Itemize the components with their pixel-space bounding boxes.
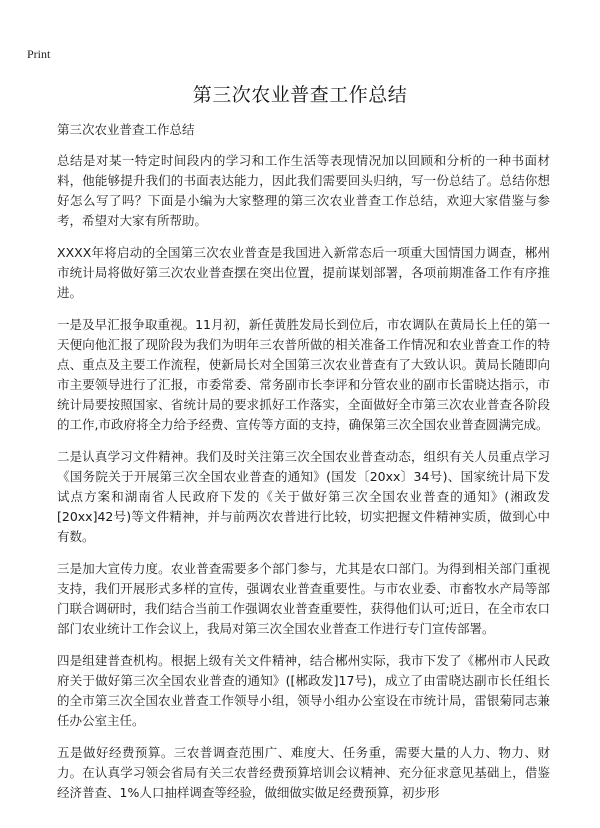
paragraph-point-five: 五是做好经费预算。三农普调查范围广、难度大、任务重，需要大量的人力、物力、财力。在认真学习领会省局有关三农普经费预算培训会议精神、充分征求意见基础上，借鉴经济普查、1%人口抽样调查等经验，做细做实做足经费预算，初步形 bbox=[57, 745, 550, 800]
print-link[interactable]: Print bbox=[27, 47, 51, 61]
document-subtitle: 第三次农业普查工作总结 bbox=[57, 122, 195, 137]
paragraph-intro: 总结是对某一特定时间段内的学习和工作生活等表现情况加以回顾和分析的一种书面材料，他能够提升我们的书面表达能力，因此我们需要回头归纳，写一份总结了。总结你想好怎么写了吗？下面是小编为大家整理的第三次农业普查工作总结，欢迎大家借鉴与参考，希望对大家有所帮助。 bbox=[57, 153, 550, 228]
paragraph-background: XXXX年将启动的全国第三次农业普查是我国进入新常态后一项重大国情国力调查，郴州市统计局将做好第三次农业普查摆在突出位置，提前谋划部署，各项前期准备工作有序推进。 bbox=[57, 245, 550, 300]
document-body bbox=[57, 121, 550, 815]
paragraph-point-two: 二是认真学习文件精神。我们及时关注第三次全国农业普查动态，组织有关人员重点学习《国务院关于开展第三次全国农业普查的通知》(国发〔20xx〕34号)、国家统计局下发试点方案和湖南省人民政府下发的《关于做好第三次全国农业普查的通知》(湘政发[20xx]42号)等文件精神，并与前两次农普进行比较，切实把握文件精神实质，做到心中有数。 bbox=[57, 449, 550, 544]
document-title: 第三次农业普查工作总结 bbox=[192, 84, 408, 106]
paragraph-point-four: 四是组建普查机构。根据上级有关文件精神，结合郴州实际，我市下发了《郴州市人民政府关于做好第三次全国农业普查的通知》([郴政发]17号)，成立了由雷晓达副市长任组长的全市第三次全国农业普查工作领导小组，领导小组办公室设在市统计局，雷银菊同志兼任办公室主任。 bbox=[57, 653, 550, 728]
paragraph-point-three: 三是加大宣传力度。农业普查需要多个部门参与，尤其是农口部门。为得到相关部门重视支持，我们开展形式多样的宣传，强调农业普查重要性。与市农业委、市畜牧水产局等部门联合调研时，我们结合当前工作强调农业普查重要性，获得他们认可;近日，在全市农口部门农业统计工作会议上，我局对第三次全国农业普查工作进行专门宣传部署。 bbox=[57, 561, 550, 636]
paragraph-point-one: 一是及早汇报争取重视。11月初，新任黄胜发局长到位后，市农调队在黄局长上任的第一天便向他汇报了现阶段为我们为明年三农普所做的相关准备工作情况和农业普查工作的特点、重点及主要工作流程，使新局长对全国第三次农业普查有了大致认识。黄局长随即向市主要领导进行了汇报，市委常委、常务副市长李评和分管农业的副市长雷晓达指示，市统计局要按照国家、省统计局的要求抓好工作落实，全面做好全市第三次农业普查各阶段的工作,市政府将全力给予经费、宣传等方面的支持，确保第三次全国农业普查圆满完成。 bbox=[57, 317, 550, 432]
